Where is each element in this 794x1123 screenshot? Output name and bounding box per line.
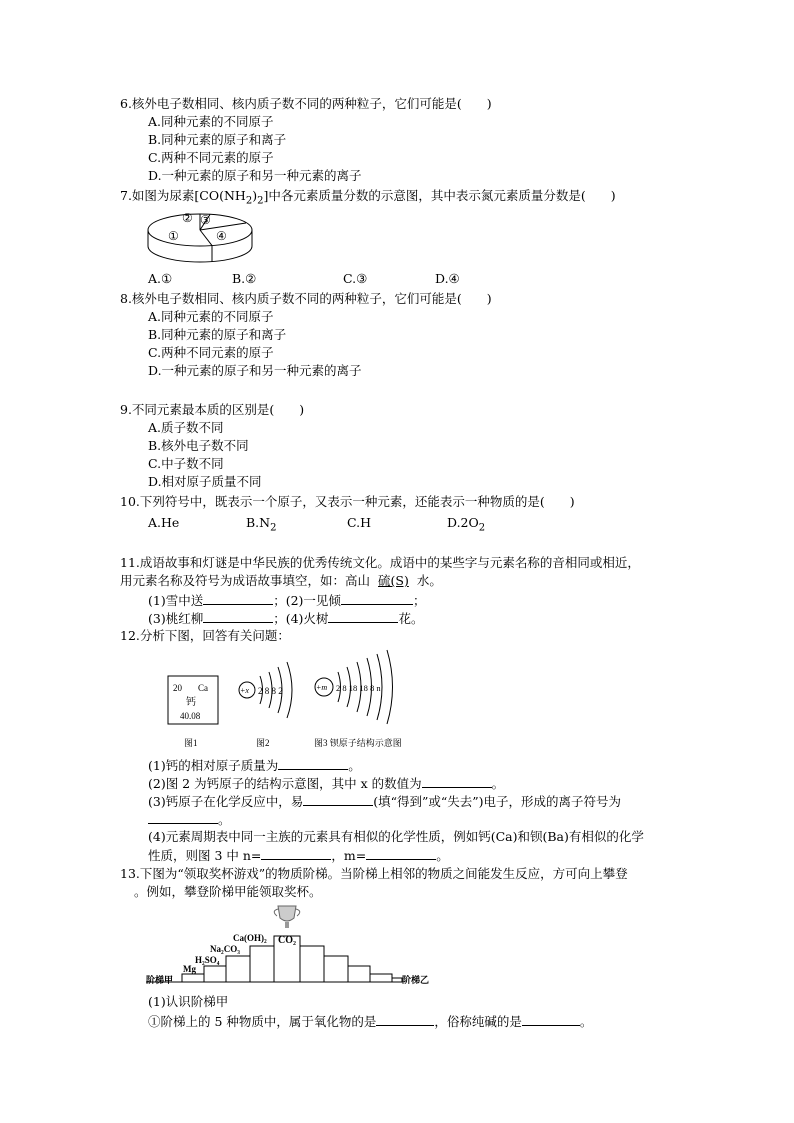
q9-option-c: C.中子数不同 [148, 456, 224, 471]
q10-stem: 10.下列符号中，既表示一个原子，又表示一种元素，还能表示一种物质的是( ) [120, 494, 575, 509]
q7-stem: 7.如图为尿素$[CO(NH_2)_2]$中各元素质量分数的示意图，其中表示氮元素质量分数是( ) [120, 188, 616, 207]
q11-blank-3[interactable] [203, 610, 273, 623]
pie-label-4: ④ [216, 229, 227, 243]
q13-sub1a: ①阶梯上的 5 种物质中，属于氧化物的是 ，俗称纯碱的是 。 [148, 1014, 593, 1029]
q12-sub1: (1)钙的相对原子质量为 。 [148, 758, 361, 773]
tile-name: 钙 [186, 697, 196, 708]
tile-atomic-number: 20 [173, 683, 182, 693]
pie-label-2: ② [182, 211, 193, 225]
q13-line1: 13.下图为“领取奖杯游戏”的物质阶梯。当阶梯上相邻的物质之间能发生反应，方可向上攀登 [120, 866, 628, 881]
stair-label-right: 阶梯乙 [402, 975, 430, 985]
q12-blank-x[interactable] [422, 775, 492, 788]
step-caoh2: Ca(OH)₂ [233, 933, 267, 943]
q6-stem: 6.核外电子数相同、核内质子数不同的两种粒子，它们可能是( ) [120, 96, 492, 111]
q11-blank-4[interactable] [328, 610, 398, 623]
step-h2so4: H₂SO₄ [195, 955, 220, 965]
q11-line2: 用元素名称及符号为成语故事填空，如：高山 硫(S) 水。 [120, 573, 442, 588]
q11-blank-2[interactable] [341, 592, 413, 605]
q12-sub3-cont: 。 [148, 811, 231, 828]
fig2-shells: 2 8 8 2 [258, 686, 283, 696]
svg-text:+m: +m [316, 683, 328, 692]
pie-label-1: ① [168, 229, 179, 243]
q13-blank-soda[interactable] [522, 1013, 580, 1026]
q7-option-a: A.① [148, 271, 173, 286]
q12-blank-m[interactable] [366, 847, 436, 860]
q9-option-d: D.相对原子质量不同 [148, 474, 262, 489]
tile-mass: 40.08 [180, 711, 201, 721]
urea-pie-chart [146, 206, 256, 270]
q12-blank-mass[interactable] [278, 757, 348, 770]
q12-blank-gain-lose[interactable] [303, 793, 373, 806]
q6-option-a: A.同种元素的不同原子 [148, 114, 274, 129]
trophy-icon [274, 906, 300, 928]
q10-option-d: $D.2O_2$ [447, 515, 486, 534]
q10-option-b: $B.N_2$ [246, 515, 277, 534]
step-co2: CO₂ [278, 935, 296, 946]
caption-fig3: 图3 钡原子结构示意图 [314, 738, 402, 748]
q10-option-a: A.He [148, 515, 180, 530]
q12-blank-n[interactable] [261, 847, 331, 860]
q12-sub2: (2)图 2 为钙原子的结构示意图，其中 x 的数值为 。 [148, 776, 505, 791]
q8-option-a: A.同种元素的不同原子 [148, 309, 274, 324]
q11-row1: (1)雪中送 ；(2)一见倾 ； [148, 593, 426, 608]
q7-option-d: D.④ [435, 271, 460, 286]
step-mg: Mg [183, 964, 196, 974]
q8-option-c: C.两种不同元素的原子 [148, 345, 274, 360]
pie-label-3: ③ [200, 213, 211, 227]
q6-option-b: B.同种元素的原子和离子 [148, 132, 287, 147]
q11-row2: (3)桃红柳 ；(4)火树 花。 [148, 611, 424, 626]
step-na2co3: Na₂CO₃ [210, 944, 240, 954]
q7-option-c: C.③ [343, 271, 368, 286]
svg-text:+x: +x [240, 686, 249, 695]
atomic-structure-figures [164, 648, 424, 752]
q12-blank-ion[interactable] [148, 811, 218, 824]
q12-stem: 12.分析下图，回答有关问题： [120, 628, 290, 643]
q10-option-c: C.H [347, 515, 371, 530]
q9-option-a: A.质子数不同 [148, 420, 224, 435]
tile-symbol: Ca [198, 683, 208, 693]
q13-blank-oxide[interactable] [376, 1013, 434, 1026]
fig3-shells: 2 8 18 18 8 n [336, 683, 381, 693]
q11-example-answer: 硫(S) [378, 573, 409, 588]
q12-sub3: (3)钙原子在化学反应中，易 (填“得到”或“失去”)电子，形成的离子符号为 [148, 794, 622, 809]
q13-line2: 。例如，攀登阶梯甲能领取奖杯。 [134, 884, 322, 899]
q9-stem: 9.不同元素最本质的区别是( ) [120, 402, 305, 417]
stair-label-left: 阶梯甲 [146, 975, 174, 985]
q8-stem: 8.核外电子数相同、核内质子数不同的两种粒子，它们可能是( ) [120, 291, 492, 306]
q12-sub4-line2: 性质，则图 3 中 n= ，m= 。 [148, 848, 449, 863]
caption-fig2: 图2 [256, 738, 270, 748]
caption-fig1: 图1 [184, 738, 198, 748]
q12-sub4-line1: (4)元素周期表中同一主族的元素具有相似的化学性质，例如钙(Ca)和钡(Ba)有相似的化学 [148, 829, 644, 844]
reaction-staircase-diagram [146, 902, 446, 992]
q6-option-d: D.一种元素的原子和另一种元素的离子 [148, 168, 362, 183]
q13-sub1: (1)认识阶梯甲 [148, 994, 229, 1009]
q7-option-b: B.② [232, 271, 257, 286]
q8-option-b: B.同种元素的原子和离子 [148, 327, 287, 342]
q11-blank-1[interactable] [203, 592, 273, 605]
q11-line1: 11.成语故事和灯谜是中华民族的优秀传统文化。成语中的某些字与元素名称的音相同或相近， [120, 555, 640, 570]
q6-option-c: C.两种不同元素的原子 [148, 150, 274, 165]
q8-option-d: D.一种元素的原子和另一种元素的离子 [148, 363, 362, 378]
q9-option-b: B.核外电子数不同 [148, 438, 249, 453]
